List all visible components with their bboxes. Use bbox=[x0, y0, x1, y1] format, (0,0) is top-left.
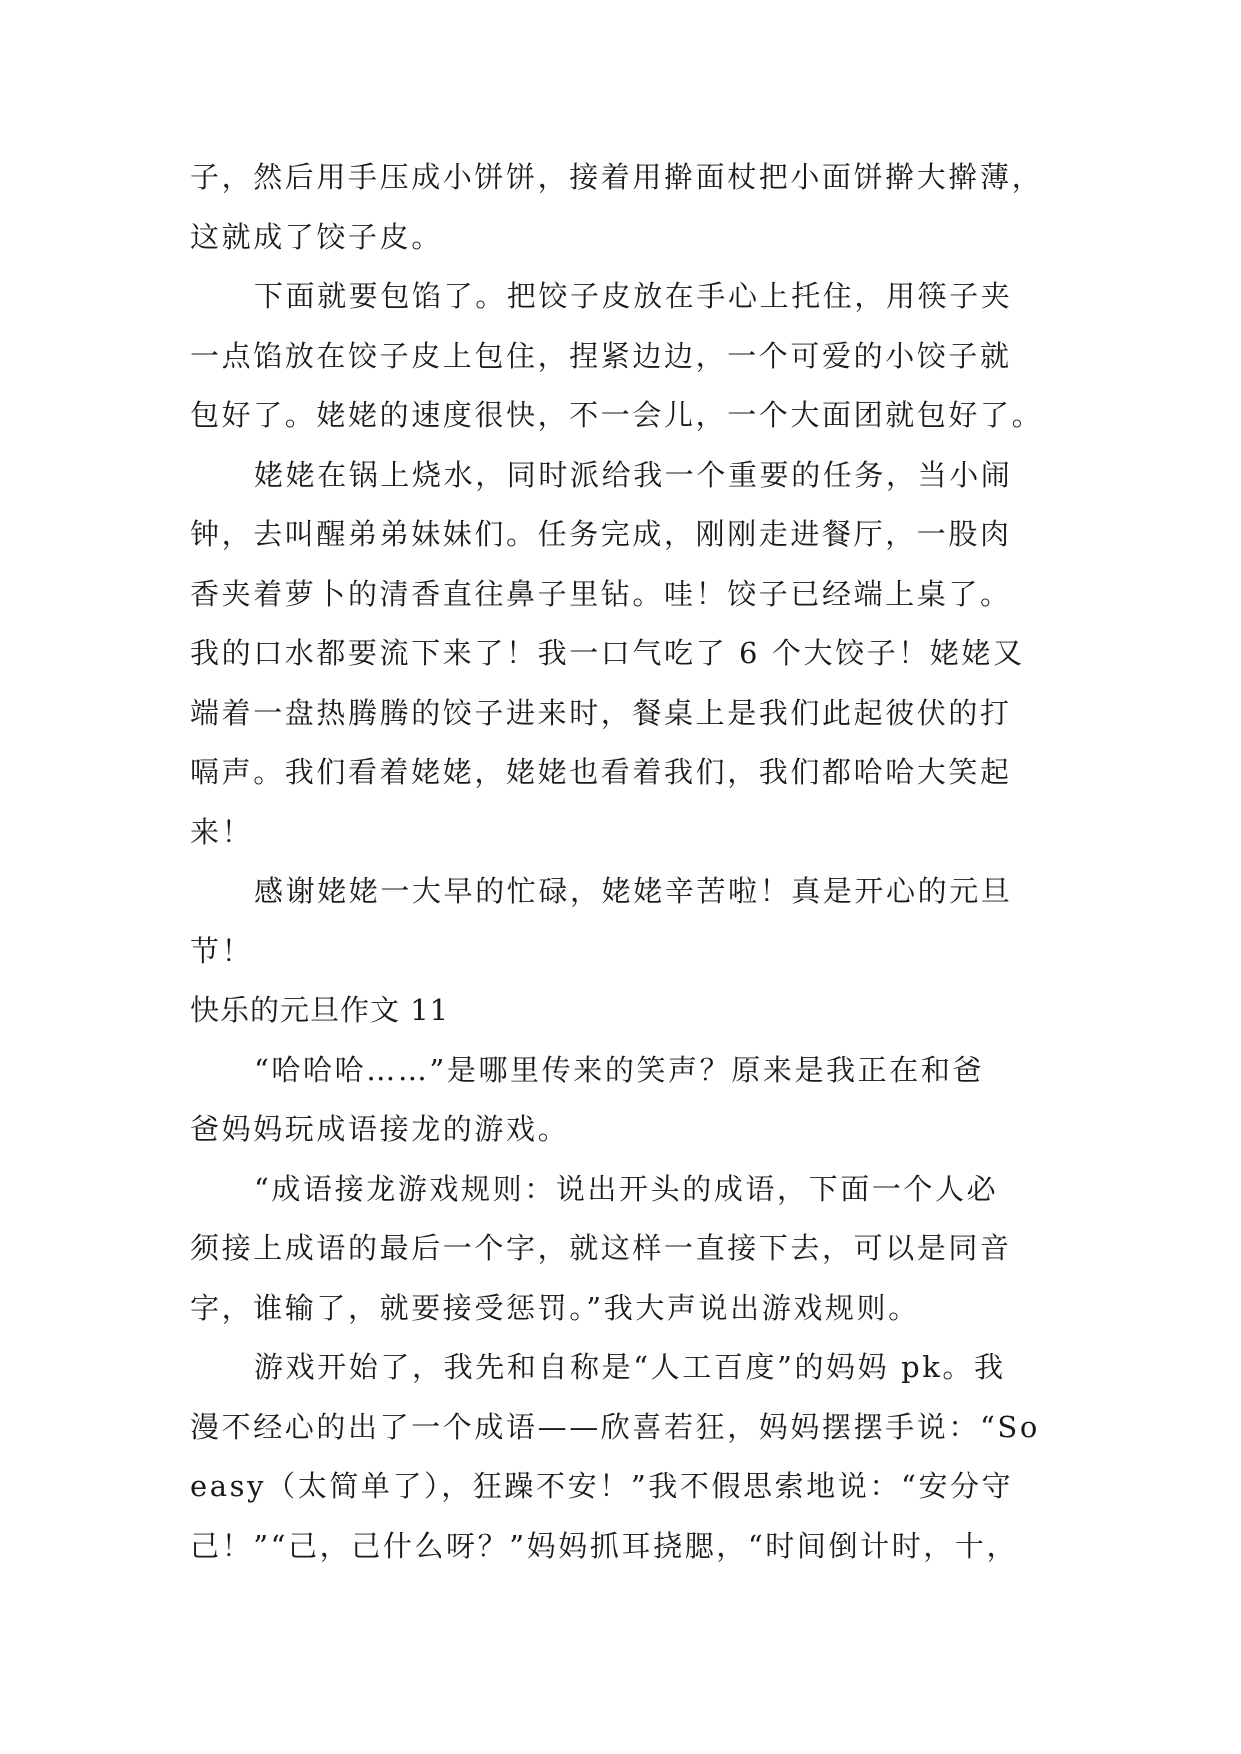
text-line: 钟，去叫醒弟弟妹妹们。任务完成，刚刚走进餐厅，一股肉 bbox=[190, 517, 1012, 551]
text-line: 须接上成语的最后一个字，就这样一直接下去，可以是同音 bbox=[190, 1231, 1012, 1265]
paragraph-start-line: 姥姥在锅上烧水，同时派给我一个重要的任务，当小闹 bbox=[254, 457, 1013, 492]
paragraph-start-line: “哈哈哈……”是哪里传来的笑声？原来是我正在和爸 bbox=[254, 1052, 985, 1087]
text-line: 端着一盘热腾腾的饺子进来时，餐桌上是我们此起彼伏的打 bbox=[190, 695, 1012, 730]
text-line: 香夹着萝卜的清香直往鼻子里钻。哇！饺子已经端上桌了。 bbox=[190, 576, 1012, 611]
text-line: 字，谁输了，就要接受惩罚。”我大声说出游戏规则。 bbox=[190, 1290, 920, 1325]
text-line: 包好了。姥姥的速度很快，不一会儿，一个大面团就包好了。 bbox=[190, 398, 1044, 432]
paragraph-start-line: “成语接龙游戏规则：说出开头的成语，下面一个人必 bbox=[254, 1171, 999, 1206]
text-line: 我的口水都要流下来了！我一口气吃了 6 个大饺子！姥姥又 bbox=[190, 636, 1025, 670]
text-line: easy（太简单了），狂躁不安！”我不假思索地说：“安分守 bbox=[190, 1469, 1014, 1503]
text-line: 漫不经心的出了一个成语——欣喜若狂，妈妈摆摆手说：“So bbox=[190, 1409, 1040, 1444]
paragraph-start-line: 游戏开始了，我先和自称是“人工百度”的妈妈 pk。我 bbox=[254, 1350, 1006, 1384]
text-line: 爸妈妈玩成语接龙的游戏。 bbox=[190, 1112, 570, 1146]
text-line: 子，然后用手压成小饼饼，接着用擀面杖把小面饼擀大擀薄， bbox=[190, 160, 1044, 194]
paragraph-start-line: 感谢姥姥一大早的忙碌，姥姥辛苦啦！真是开心的元旦 bbox=[254, 874, 1013, 908]
text-line: 来！ bbox=[190, 814, 254, 849]
text-line: 嗝声。我们看着姥姥，姥姥也看着我们，我们都哈哈大笑起 bbox=[190, 755, 1012, 789]
text-line: 一点馅放在饺子皮上包住，捏紧边边，一个可爱的小饺子就 bbox=[190, 338, 1012, 373]
document-body bbox=[190, 148, 1070, 1576]
text-line: 这就成了饺子皮。 bbox=[190, 219, 443, 254]
text-line: 节！ bbox=[190, 933, 254, 968]
paragraph-start-line: 下面就要包馅了。把饺子皮放在手心上托住，用筷子夹 bbox=[254, 279, 1013, 313]
text-line: 己！”“己，己什么呀？”妈妈抓耳挠腮，“时间倒计时，十， bbox=[190, 1528, 1019, 1563]
section-title: 快乐的元旦作文 11 bbox=[190, 993, 450, 1027]
